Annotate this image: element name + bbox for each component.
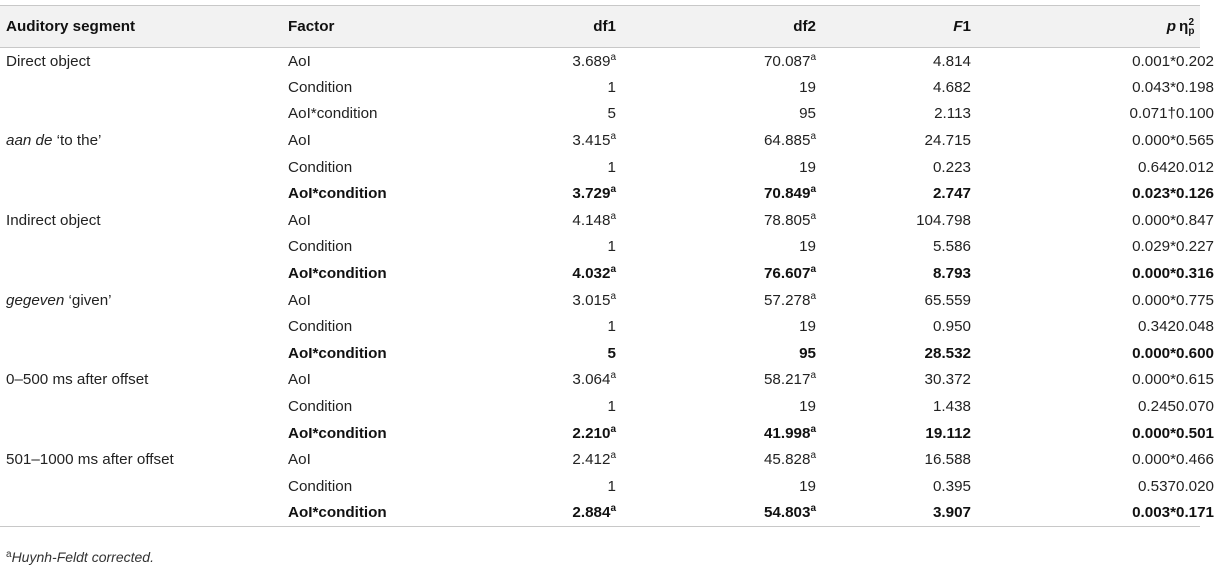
f-value-cell: 2.747 — [932, 185, 971, 203]
table-row — [0, 473, 1200, 500]
df2-cell — [616, 420, 816, 447]
table-row — [0, 260, 1200, 287]
header-eta-symbol: η — [1179, 17, 1189, 35]
eta-value-cell: 0.316 — [1176, 265, 1214, 283]
df2-cell — [616, 207, 816, 234]
segment-label-italic: gegeven — [6, 291, 65, 309]
segment-cell — [0, 207, 288, 234]
f-value-cell: 5.586 — [932, 238, 971, 256]
df2-value: 64.885 — [763, 132, 811, 150]
df1-correction-marker: a — [610, 184, 616, 196]
df1-value: 1 — [607, 477, 616, 495]
df2-value: 19 — [799, 477, 816, 495]
df1-correction-marker: a — [610, 290, 616, 302]
df1-value: 1 — [607, 318, 616, 336]
header-eta — [1176, 6, 1200, 48]
eta-value-cell: 0.171 — [1176, 500, 1200, 527]
p-value-cell: 0.000* — [1132, 211, 1176, 229]
df1-correction-marker: a — [610, 51, 616, 63]
table-row — [0, 207, 1200, 234]
header-p — [971, 6, 1176, 48]
df1-value: 3.415 — [572, 132, 611, 150]
df1-cell — [450, 287, 616, 314]
segment-label: 0–500 ms after offset — [6, 371, 149, 389]
header-eta-subscript: p — [1188, 25, 1195, 37]
p-value-cell: 0.001* — [1132, 52, 1176, 70]
df1-cell — [450, 393, 616, 420]
p-value-cell: 0.043* — [1132, 78, 1176, 96]
factor-cell: AoI*condition — [288, 105, 378, 123]
df2-value: 45.828 — [763, 451, 811, 469]
df2-value: 76.607 — [763, 265, 811, 283]
df2-cell — [616, 48, 816, 75]
f-value-cell: 104.798 — [916, 211, 971, 229]
df1-cell — [450, 420, 616, 447]
df2-correction-marker: a — [810, 210, 816, 222]
df2-value: 41.998 — [763, 424, 811, 442]
df2-cell — [616, 446, 816, 473]
eta-value-cell: 0.600 — [1176, 344, 1214, 362]
segment-label: Indirect object — [6, 211, 101, 229]
header-segment: Auditory segment — [0, 6, 288, 48]
factor-cell: AoI — [288, 52, 311, 70]
df2-correction-marker: a — [810, 370, 816, 382]
table-row — [0, 180, 1200, 207]
df2-correction-marker: a — [810, 264, 816, 276]
df2-cell — [616, 340, 816, 367]
df1-value: 1 — [607, 238, 616, 256]
df1-cell — [450, 313, 616, 340]
df2-value: 78.805 — [763, 211, 811, 229]
df1-value: 2.412 — [572, 451, 611, 469]
f-value-cell: 3.907 — [816, 500, 971, 527]
df2-value: 58.217 — [763, 371, 811, 389]
factor-cell: Condition — [288, 477, 353, 495]
segment-cell — [0, 313, 288, 340]
eta-value-cell: 0.198 — [1176, 78, 1214, 96]
df2-correction-marker: a — [810, 503, 816, 515]
segment-label: Direct object — [6, 52, 91, 70]
f-value-cell: 0.395 — [932, 477, 971, 495]
df1-cell — [450, 446, 616, 473]
df1-value: 1 — [607, 398, 616, 416]
df2-cell — [616, 287, 816, 314]
table-row — [0, 446, 1200, 473]
header-eta-cell — [1179, 18, 1194, 35]
factor-cell: AoI — [288, 291, 311, 309]
df1-correction-marker: a — [610, 503, 616, 515]
table-row — [0, 154, 1200, 181]
df2-cell — [616, 74, 816, 101]
df2-cell — [616, 500, 816, 527]
df2-value: 95 — [799, 105, 816, 123]
eta-value-cell: 0.615 — [1176, 371, 1214, 389]
p-value-cell: 0.000* — [1132, 291, 1176, 309]
df1-value: 5 — [607, 344, 616, 362]
df2-cell — [616, 313, 816, 340]
segment-cell — [0, 340, 288, 367]
segment-cell — [0, 74, 288, 101]
p-value-cell: 0.029* — [1132, 238, 1176, 256]
eta-value-cell: 0.070 — [1176, 398, 1214, 416]
factor-cell: Condition — [288, 78, 353, 96]
df1-value: 3.015 — [572, 291, 611, 309]
df1-correction-marker: a — [610, 264, 616, 276]
df2-correction-marker: a — [810, 290, 816, 302]
f-value-cell: 2.113 — [934, 105, 971, 123]
table-row — [0, 48, 1200, 75]
df2-value: 19 — [799, 78, 816, 96]
segment-cell — [0, 500, 288, 527]
df2-value: 19 — [799, 158, 816, 176]
df2-cell — [616, 127, 816, 154]
df1-value: 4.032 — [572, 265, 611, 283]
segment-label: 501–1000 ms after offset — [6, 451, 174, 469]
df1-cell — [450, 260, 616, 287]
f-value-cell: 4.814 — [932, 52, 971, 70]
table-row — [0, 74, 1200, 101]
segment-cell — [0, 127, 288, 154]
header-factor: Factor — [288, 6, 450, 48]
f-value-cell: 0.223 — [932, 158, 971, 176]
df1-correction-marker: a — [610, 131, 616, 143]
factor-cell: Condition — [288, 398, 353, 416]
header-f-letter: F — [953, 18, 963, 35]
segment-cell — [0, 101, 288, 128]
eta-value-cell: 0.466 — [1176, 451, 1214, 469]
df2-value: 19 — [799, 318, 816, 336]
table-row — [0, 500, 1200, 527]
df2-cell — [616, 260, 816, 287]
df1-value: 4.148 — [572, 211, 611, 229]
p-value-cell: 0.003* — [971, 500, 1176, 527]
df2-correction-marker: a — [810, 450, 816, 462]
eta-value-cell: 0.100 — [1176, 105, 1214, 123]
df1-cell — [450, 180, 616, 207]
segment-cell — [0, 473, 288, 500]
eta-value-cell: 0.020 — [1176, 477, 1214, 495]
header-df2: df2 — [616, 6, 816, 48]
factor-cell: AoI*condition — [288, 500, 450, 527]
df2-cell — [616, 473, 816, 500]
segment-label-italic: aan de — [6, 132, 53, 150]
df2-cell — [616, 367, 816, 394]
f-value-cell: 8.793 — [932, 265, 971, 283]
df1-cell — [450, 234, 616, 261]
eta-value-cell: 0.847 — [1176, 211, 1214, 229]
df1-cell — [450, 74, 616, 101]
segment-label-gloss: ‘given’ — [64, 291, 112, 309]
segment-cell — [0, 48, 288, 75]
p-value-cell: 0.537 — [1137, 477, 1176, 495]
header-f-subscript: 1 — [962, 18, 971, 35]
footnote-text: Huynh-Feldt corrected. — [11, 549, 154, 565]
df1-value: 1 — [607, 78, 616, 96]
df1-cell — [450, 154, 616, 181]
eta-value-cell: 0.501 — [1176, 424, 1214, 442]
df2-value: 19 — [799, 398, 816, 416]
header-row — [0, 6, 1200, 48]
f-value-cell: 65.559 — [924, 291, 971, 309]
segment-cell — [0, 420, 288, 447]
df2-value: 70.087 — [763, 52, 811, 70]
df1-cell — [450, 340, 616, 367]
f-value-cell: 16.588 — [924, 451, 971, 469]
df1-value: 5 — [607, 105, 616, 123]
f-value-cell: 0.950 — [932, 318, 971, 336]
header-eta-superscript: 2 — [1188, 16, 1194, 28]
p-value-cell: 0.245 — [1137, 398, 1176, 416]
table-row — [0, 101, 1200, 128]
table-body — [0, 48, 1214, 527]
df1-value: 3.064 — [572, 371, 611, 389]
p-value-cell: 0.000* — [1132, 344, 1176, 362]
f-value-cell: 1.438 — [932, 398, 971, 416]
p-value-cell: 0.071† — [1129, 105, 1176, 123]
header-p-letter: p — [1166, 18, 1176, 35]
table-row — [0, 367, 1200, 394]
factor-cell: AoI*condition — [288, 185, 387, 203]
df2-cell — [616, 101, 816, 128]
segment-cell — [0, 234, 288, 261]
df2-value: 57.278 — [763, 291, 811, 309]
segment-cell — [0, 154, 288, 181]
p-value-cell: 0.000* — [1132, 424, 1176, 442]
df2-correction-marker: a — [810, 423, 816, 435]
df1-cell — [450, 48, 616, 75]
df1-value: 3.729 — [572, 185, 611, 203]
table-row — [0, 313, 1200, 340]
factor-cell: AoI — [288, 451, 311, 469]
segment-cell — [0, 260, 288, 287]
df1-cell — [450, 127, 616, 154]
factor-cell: AoI*condition — [288, 344, 387, 362]
df1-cell — [450, 367, 616, 394]
factor-cell: AoI — [288, 211, 311, 229]
df2-cell — [616, 393, 816, 420]
df1-correction-marker: a — [610, 423, 616, 435]
results-table — [0, 5, 1214, 527]
eta-value-cell: 0.012 — [1176, 158, 1214, 176]
eta-value-cell: 0.048 — [1176, 318, 1214, 336]
eta-value-cell: 0.126 — [1176, 185, 1214, 203]
df1-value: 3.689 — [572, 52, 611, 70]
table-row — [0, 393, 1200, 420]
df2-correction-marker: a — [810, 184, 816, 196]
df1-cell — [450, 101, 616, 128]
eta-value-cell: 0.775 — [1176, 291, 1214, 309]
df1-value: 2.884 — [572, 504, 611, 522]
f-value-cell: 28.532 — [924, 344, 971, 362]
df1-value: 2.210 — [572, 424, 611, 442]
p-value-cell: 0.023* — [1132, 185, 1176, 203]
df2-value: 95 — [799, 344, 816, 362]
df1-cell — [450, 473, 616, 500]
df2-correction-marker: a — [810, 51, 816, 63]
factor-cell: Condition — [288, 158, 353, 176]
footnote-marker: a — [6, 549, 12, 560]
eta-value-cell: 0.227 — [1176, 238, 1214, 256]
factor-cell: AoI — [288, 132, 311, 150]
f-value-cell: 19.112 — [925, 424, 971, 442]
df1-cell — [450, 500, 616, 527]
df2-cell — [616, 234, 816, 261]
df1-correction-marker: a — [610, 450, 616, 462]
df2-value: 70.849 — [763, 185, 811, 203]
eta-value-cell: 0.202 — [1176, 52, 1214, 70]
df2-cell — [616, 154, 816, 181]
table-row — [0, 340, 1200, 367]
header-f — [816, 6, 971, 48]
f-value-cell: 4.682 — [932, 78, 971, 96]
df1-correction-marker: a — [610, 370, 616, 382]
df1-correction-marker: a — [610, 210, 616, 222]
table-row — [0, 127, 1200, 154]
p-value-cell: 0.642 — [1137, 158, 1176, 176]
df2-correction-marker: a — [810, 131, 816, 143]
factor-cell: AoI — [288, 371, 311, 389]
header-df1: df1 — [450, 6, 616, 48]
df1-cell — [450, 207, 616, 234]
segment-cell — [0, 180, 288, 207]
p-value-cell: 0.342 — [1137, 318, 1176, 336]
segment-cell — [0, 446, 288, 473]
segment-cell — [0, 287, 288, 314]
segment-label-gloss: ‘to the’ — [52, 132, 102, 150]
p-value-cell: 0.000* — [1132, 371, 1176, 389]
df2-cell — [616, 180, 816, 207]
factor-cell: AoI*condition — [288, 424, 387, 442]
df1-value: 1 — [607, 158, 616, 176]
eta-value-cell: 0.565 — [1176, 132, 1214, 150]
factor-cell: Condition — [288, 318, 353, 336]
segment-cell — [0, 393, 288, 420]
f-value-cell: 30.372 — [924, 371, 971, 389]
df2-value: 54.803 — [763, 504, 811, 522]
p-value-cell: 0.000* — [1132, 451, 1176, 469]
df2-value: 19 — [799, 238, 816, 256]
factor-cell: AoI*condition — [288, 265, 387, 283]
segment-cell — [0, 367, 288, 394]
table-row — [0, 287, 1200, 314]
p-value-cell: 0.000* — [1132, 265, 1176, 283]
p-value-cell: 0.000* — [1132, 132, 1176, 150]
table-row — [0, 420, 1200, 447]
f-value-cell: 24.715 — [924, 132, 971, 150]
factor-cell: Condition — [288, 238, 353, 256]
table-row — [0, 234, 1200, 261]
table-footnote — [6, 549, 154, 565]
